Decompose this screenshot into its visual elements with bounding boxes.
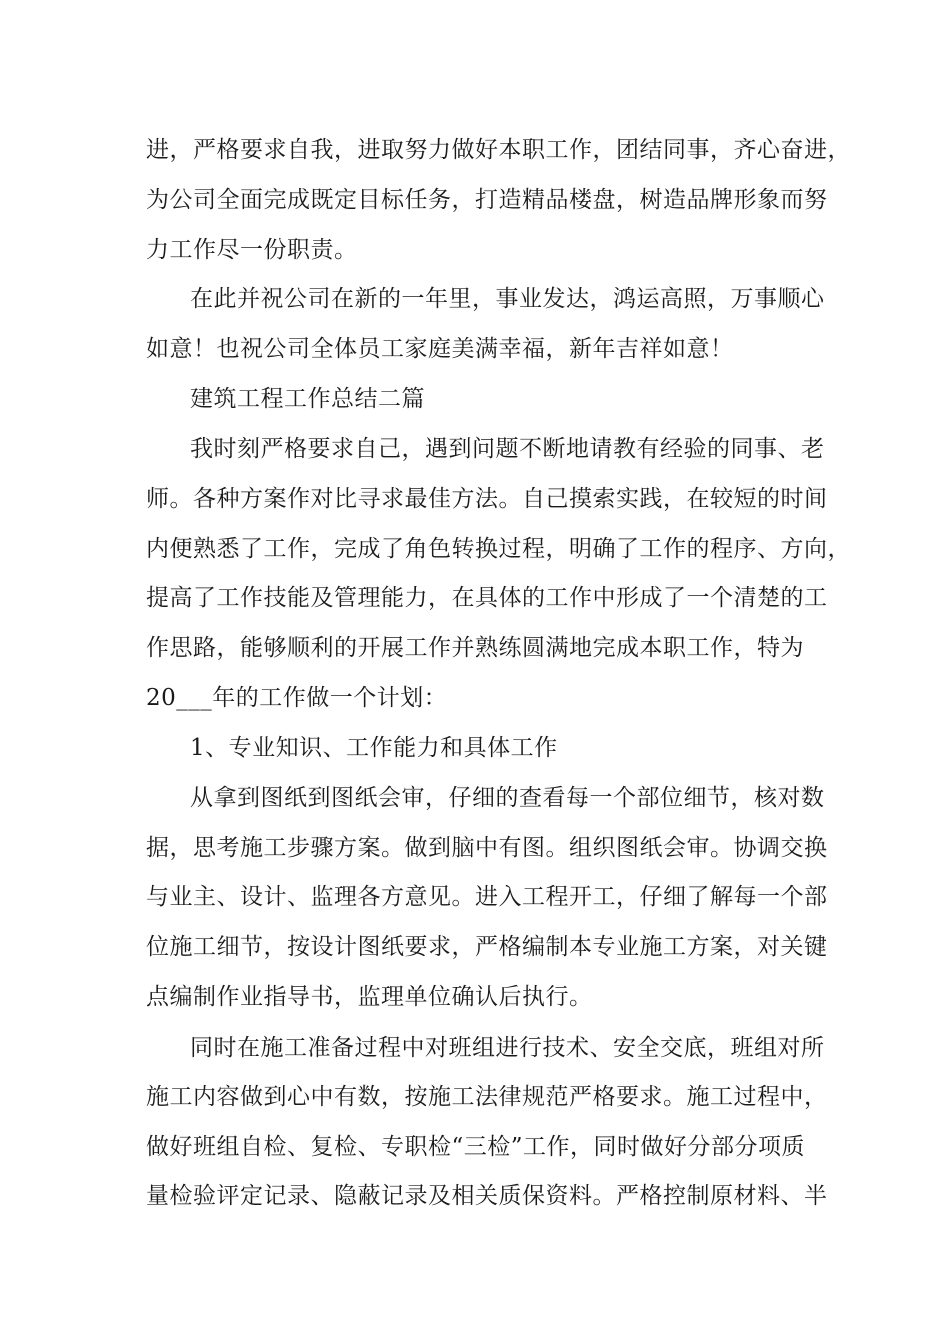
text-line: 从拿到图纸到图纸会审，仔细的查看每一个部位细节，核对数 <box>190 785 825 811</box>
text-line: 点编制作业指导书，监理单位确认后执行。 <box>146 984 593 1010</box>
section-heading: 建筑工程工作总结二篇 <box>190 386 425 412</box>
text-line: 力工作尽一份职责。 <box>146 237 358 263</box>
text-line: 为公司全面完成既定目标任务，打造精品楼盘，树造品牌形象而努 <box>146 187 828 213</box>
text-line: 师。各种方案作对比寻求最佳方法。自己摸索实践，在较短的时间 <box>146 486 828 512</box>
text-line: 量检验评定记录、隐蔽记录及相关质保资料。严格控制原材料、半 <box>146 1183 828 1209</box>
text-line: 如意！也祝公司全体员工家庭美满幸福，新年吉祥如意！ <box>146 336 734 362</box>
text-line: 我时刻严格要求自己，遇到问题不断地请教有经验的同事、老 <box>190 436 825 462</box>
text-line: 做好班组自检、复检、专职检“三检”工作，同时做好分部分项质 <box>146 1134 806 1160</box>
text-line: 20___年的工作做一个计划： <box>146 685 448 711</box>
text-line: 作思路，能够顺利的开展工作并熟练圆满地完成本职工作，特为 <box>146 635 804 661</box>
text-line: 在此并祝公司在新的一年里，事业发达，鸿运高照，万事顺心 <box>190 286 825 312</box>
text-line: 内便熟悉了工作，完成了角色转换过程，明确了工作的程序、方向， <box>146 536 851 562</box>
text-line: 位施工细节，按设计图纸要求，严格编制本专业施工方案，对关键 <box>146 934 828 960</box>
text-line: 据，思考施工步骤方案。做到脑中有图。组织图纸会审。协调交换 <box>146 835 828 861</box>
text-line: 施工内容做到心中有数，按施工法律规范严格要求。施工过程中， <box>146 1084 828 1110</box>
text-line: 提高了工作技能及管理能力，在具体的工作中形成了一个清楚的工 <box>146 585 828 611</box>
text-line: 进，严格要求自我，进取努力做好本职工作，团结同事，齐心奋进， <box>146 137 851 163</box>
text-line: 同时在施工准备过程中对班组进行技术、安全交底，班组对所 <box>190 1035 825 1061</box>
text-line: 与业主、设计、监理各方意见。进入工程开工，仔细了解每一个部 <box>146 884 828 910</box>
list-heading: 1、专业知识、工作能力和具体工作 <box>190 735 558 761</box>
